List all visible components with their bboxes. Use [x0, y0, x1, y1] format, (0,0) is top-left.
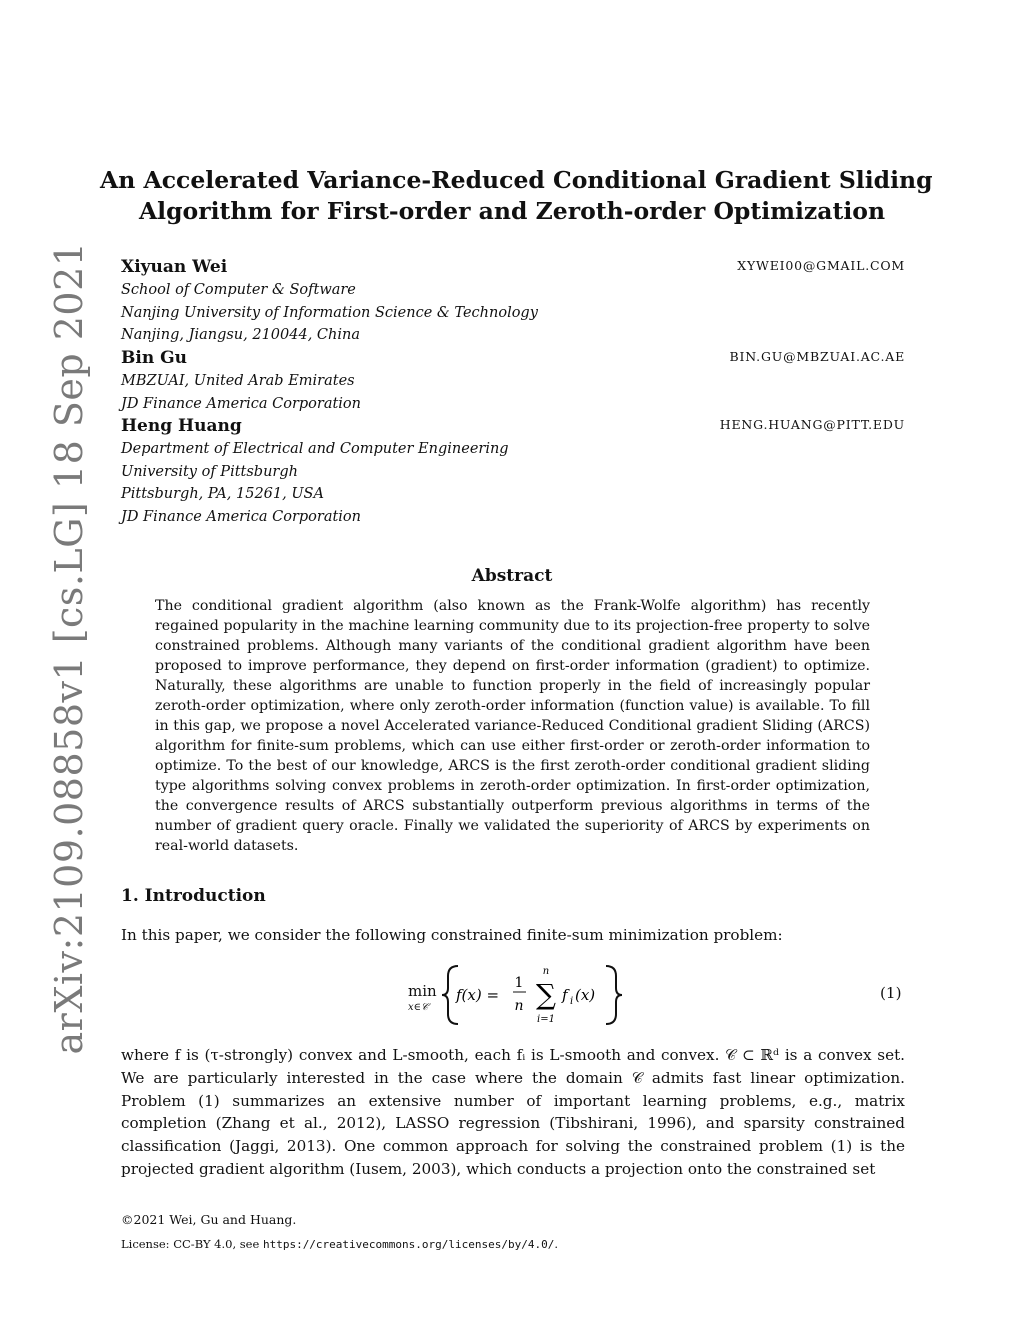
equation-svg: [400, 962, 630, 1028]
author-block-1: [121, 256, 905, 347]
author-name: Heng Huang: [121, 416, 242, 436]
author-affiliation: JD Finance America Corporation: [121, 508, 362, 525]
copyright-notice: ©2021 Wei, Gu and Huang.: [121, 1212, 297, 1227]
author-block-3: [121, 415, 905, 528]
eq-term-arg: (x): [575, 986, 596, 1004]
paper-title: [100, 165, 933, 227]
author-affiliation: School of Computer & Software: [121, 282, 356, 298]
author-block-2: [121, 347, 905, 415]
author-affiliation: Nanjing University of Information Science & Technology: [121, 304, 538, 321]
license-link[interactable]: https://creativecommons.org/licenses/by/4.0/: [262, 1238, 555, 1251]
author-name: Bin Gu: [121, 348, 187, 368]
license-suffix: .: [554, 1237, 559, 1251]
abstract-heading: Abstract: [471, 566, 553, 586]
eq-min-subscript: x∈𝒞: [408, 1002, 429, 1013]
eq-frac-num: 1: [514, 975, 524, 991]
author-affiliation: MBZUAI, United Arab Emirates: [121, 373, 355, 389]
author-email[interactable]: XYWEI00@GMAIL.COM: [737, 258, 905, 273]
author-email[interactable]: BIN.GU@MBZUAI.AC.AE: [729, 349, 905, 364]
author-name: Xiyuan Wei: [121, 257, 228, 277]
title-line-2: Algorithm for First-order and Zeroth-order Optimization: [138, 197, 886, 225]
author-affiliation: University of Pittsburgh: [121, 463, 298, 480]
equation-1: [400, 962, 630, 1028]
eq-term: f: [562, 986, 568, 1004]
section-heading-introduction: 1. Introduction: [121, 886, 266, 906]
license-notice: [121, 1237, 558, 1251]
abstract-text: The conditional gradient algorithm (also known as the Frank-Wolfe algorithm) has recently regained popularity in the machine learning community due to its projection-free property to solve constrained problems. Although many variants of the conditional gradient algorithm have been proposed to improve performance, they depend on first-order information (gradient) to optimize. Naturally, these algorithms are unable to function properly in the field of increasingly popular zeroth-order optimization, where only zeroth-order information (function value) is available. To fill in this gap, we propose a novel Accelerated variance-Reduced Conditional gradient Sliding (ARCS) algorithm for finite-sum problems, which can use either first-order or zeroth-order information to optimize. To the best of our knowledge, ARCS is the first zeroth-order conditional gradient sliding type algorithms solving convex problems in zeroth-order optimization. In first-order optimization, the convergence results of ARCS substantially outperform previous algorithms in terms of the number of gradient query oracle. Finally we validated the superiority of ARCS by experiments on real-world datasets.: [155, 598, 870, 854]
author-affiliation: Nanjing, Jiangsu, 210044, China: [121, 327, 360, 344]
arxiv-identifier: arXiv:2109.08858v1 [cs.LG] 18 Sep 2021: [47, 241, 91, 1055]
eq-sum-bottom: i=1: [537, 1014, 555, 1025]
author-email[interactable]: HENG.HUANG@PITT.EDU: [719, 417, 905, 432]
author-affiliation: Pittsburgh, PA, 15261, USA: [121, 486, 324, 503]
eq-term-sub: i: [570, 996, 574, 1007]
intro-paragraph: where f is (τ-strongly) convex and L-smooth, each fᵢ is L-smooth and convex. 𝒞 ⊂ ℝᵈ is a convex set. We are particularly interested in the case where the domain 𝒞 admits fast linear optimization. Problem (1) summarizes an extensive number of important learning problems, e.g., matrix completion (Zhang et al., 2012), LASSO regression (Tibshirani, 1996), and sparsity constrained classification (Jaggi, 2013). One common approach for solving the constrained problem (1) is the projected gradient algorithm (Iusem, 2003), which conducts a projection onto the constrained set: [121, 1046, 905, 1178]
title-line-1: An Accelerated Variance-Reduced Conditional Gradient Sliding: [100, 166, 933, 194]
equation-number: (1): [880, 984, 902, 1002]
author-affiliation: JD Finance America Corporation: [121, 395, 362, 412]
eq-fx: f(x) =: [456, 986, 500, 1004]
eq-min-operator: min: [408, 982, 437, 1000]
eq-frac-den: n: [514, 998, 524, 1014]
eq-sum-top: n: [542, 966, 550, 977]
eq-right-brace: [606, 966, 622, 1024]
license-prefix: License: CC-BY 4.0, see: [121, 1237, 263, 1251]
author-affiliation: Department of Electrical and Computer Engineering: [121, 441, 509, 457]
intro-lead-sentence: In this paper, we consider the following constrained finite-sum minimization problem:: [121, 926, 783, 944]
eq-sum: ∑: [536, 978, 556, 1011]
